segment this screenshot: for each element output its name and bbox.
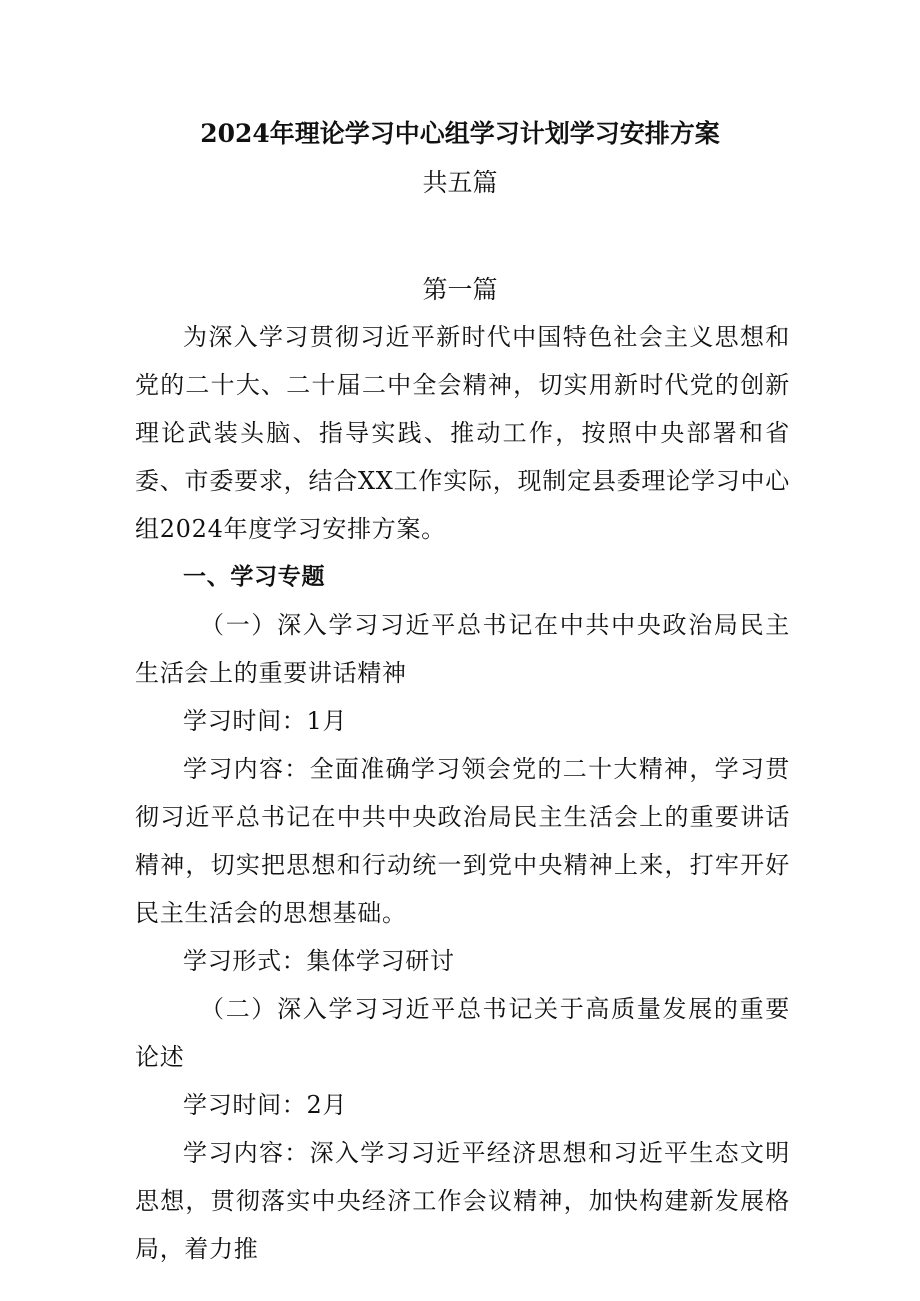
topic-heading-2: （二）深入学习习近平总书记关于高质量发展的重要论述: [135, 995, 790, 1071]
topic-1-format: 学习形式：集体学习研讨: [183, 947, 455, 975]
section-heading-study-topics: 一、学习专题: [183, 564, 326, 590]
document-title: 2024年理论学习中心组学习计划学习安排方案: [200, 119, 720, 148]
topic-2-time: 学习时间：2月: [183, 1091, 348, 1119]
chapter-heading: 第一篇: [422, 275, 498, 304]
topic-1-content: 学习内容：全面准确学习领会党的二十大精神，学习贯彻习近平总书记在中共中央政治局民主生活会上的重要讲话精神，切实把思想和行动统一到党中央精神上来，打牢开好民主生活会的思想基础。: [135, 755, 790, 927]
intro-paragraph: 为深入学习贯彻习近平新时代中国特色社会主义思想和党的二十大、二十届二中全会精神，切实用新时代党的创新理论武装头脑、指导实践、推动工作，按照中央部署和省委、市委要求，结合XX工作实际，现制定县委理论学习中心组2024年度学习安排方案。: [135, 323, 790, 543]
topic-heading-1: （一）深入学习习近平总书记在中共中央政治局民主生活会上的重要讲话精神: [135, 611, 790, 687]
document-body: [135, 313, 790, 1273]
document-subtitle: 共五篇: [422, 168, 498, 197]
topic-2-content: 学习内容：深入学习习近平经济思想和习近平生态文明思想，贯彻落实中央经济工作会议精神，加快构建新发展格局，着力推: [135, 1139, 790, 1263]
topic-1-time: 学习时间：1月: [183, 707, 348, 735]
